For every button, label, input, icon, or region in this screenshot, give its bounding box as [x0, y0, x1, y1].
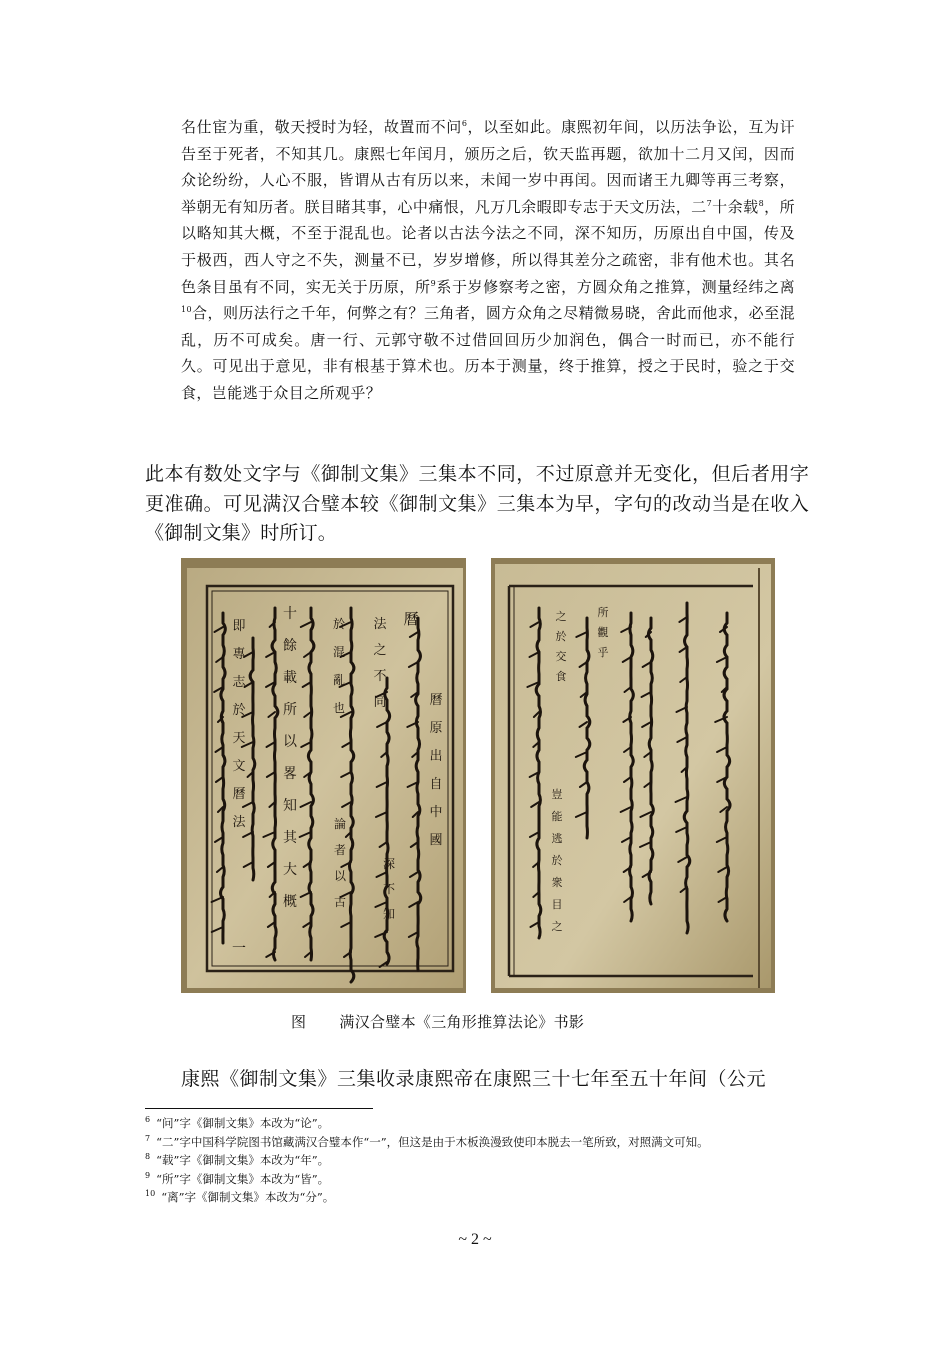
- han-character: 曆: [232, 787, 246, 802]
- figure-caption: [291, 1011, 584, 1032]
- han-character: 混: [332, 645, 346, 659]
- footnote: $^9$ “所”字《御制文集》本改为“皆”。: [145, 1170, 330, 1186]
- han-character: 餘: [283, 638, 297, 654]
- han-character: 中: [429, 805, 443, 820]
- body-paragraph-continued: 康熙《御制文集》三集收录康熙帝在康熙三十七年至五十年间（公元: [181, 1068, 767, 1090]
- han-character: 出: [429, 749, 443, 764]
- han-character: 志: [232, 675, 246, 690]
- quote-text: 十余载: [712, 197, 759, 216]
- han-character: 於: [232, 703, 246, 718]
- han-character: 載: [283, 670, 297, 686]
- manchu-chinese-page-left: [181, 558, 466, 993]
- han-character: 專: [232, 647, 246, 662]
- han-character: 所: [597, 606, 609, 619]
- quote-text: 系于岁修察考之密，方圆众角之推算，测量经纬之离: [436, 277, 795, 296]
- han-character: 大: [283, 862, 297, 878]
- han-character: 一: [232, 941, 246, 957]
- han-character: 所: [283, 702, 297, 718]
- han-character: 法: [232, 815, 246, 830]
- han-character: 知: [382, 907, 396, 921]
- han-character: 乎: [597, 646, 609, 659]
- han-character: 曆: [429, 693, 443, 708]
- han-character: 於: [555, 630, 567, 643]
- book-page-image-left: [181, 558, 466, 993]
- han-character: 逃: [551, 832, 563, 845]
- body-paragraph: 此本有数处文字与《御制文集》三集本不同，不过原意并无变化，但后者用字更准确。可见满汉合璧本较《御制文集》三集本为早，字句的改动当是在收入《御制文集》时所订。: [145, 463, 809, 544]
- han-character: 畧: [283, 766, 297, 782]
- han-character: 於: [551, 854, 563, 867]
- quote-text: 名仕宦为重，敬天授时为轻，故置而不问: [181, 118, 462, 136]
- han-character: 論: [333, 817, 347, 831]
- han-character: 於: [332, 617, 346, 631]
- quote-text: ，以至如此。康熙初年间，以历法争讼，互为讦告至于死者，不知其几。康熙七年闰月，颁历之后，钦天监再题，欲加十二月又闰，因而众论纷纷，人心不服，皆谓从古有历以来，未闻一岁中再闰。因而诸王九卿等再三考察，举朝无有知历者。朕目睹其事，心中痛恨，凡万几余暇即专志于天文历法，二: [181, 118, 795, 216]
- block-quote: [181, 114, 795, 407]
- han-character: 者: [333, 843, 347, 857]
- footnote: $^7$ “二”字中国科学院图书馆藏满汉合璧本作“一”，但这是由于木板涣漫致使印本脱去一笔所致，对照满文可知。: [145, 1133, 709, 1149]
- han-character: 之: [373, 643, 387, 658]
- han-character: 文: [232, 759, 246, 774]
- footnotes: [145, 1114, 810, 1207]
- footnote: $^8$ “载”字《御制文集》本改为“年”。: [145, 1152, 330, 1167]
- han-character: 之: [555, 610, 567, 623]
- footnote-marker: 10: [181, 305, 192, 315]
- han-character: 豈: [551, 788, 563, 801]
- han-character: 十: [283, 606, 297, 622]
- footnote-marker: 8: [758, 198, 765, 208]
- footnote-marker: 6: [461, 119, 468, 128]
- han-character: 食: [555, 670, 567, 683]
- han-character: 同: [373, 695, 387, 710]
- footnote-separator: [145, 1108, 373, 1109]
- han-character: 原: [429, 721, 443, 736]
- han-character: 也: [332, 701, 346, 715]
- quote-text: 合，则历法行之千年，何弊之有？三角者，圆方众角之尽精微易晓，舍此而他求，必至混乱，历不可成矣。唐一行、元郭守敬不过借回回历少加润色，偶合一时而已，亦不能行久。可见出于意见，非有根基于算术也。历本于测量，终于推算，授之于民时，验之于交食，岂能逃于众目之所观乎？: [181, 304, 795, 402]
- footnote: $^6$ “问”字《御制文集》本改为“论”。: [145, 1115, 330, 1130]
- han-character: 即: [232, 619, 246, 634]
- han-character: 天: [232, 731, 246, 746]
- han-character: 不: [373, 669, 387, 684]
- page-number: ~ 2 ~: [458, 1231, 492, 1248]
- han-character: 深: [382, 857, 396, 871]
- footnote-marker: 7: [706, 198, 713, 208]
- footnote-marker: 9: [430, 278, 437, 288]
- manchu-chinese-page-right: [491, 558, 775, 993]
- han-character: 衆: [551, 876, 563, 889]
- han-character: 目: [551, 898, 563, 911]
- han-character: 古: [333, 895, 347, 909]
- han-character: 法: [373, 617, 387, 632]
- han-character: 交: [555, 650, 567, 663]
- han-character: 國: [429, 833, 443, 848]
- han-character: 之: [551, 920, 563, 933]
- figure-caption-text: 满汉合璧本《三角形推算法论》书影: [339, 1013, 585, 1031]
- han-character: 概: [283, 894, 297, 910]
- han-character: 以: [333, 869, 347, 883]
- quote-text: ，所以略知其大概，不至于混乱也。论者以古法今法之不同，深不知历，历原出自中国，传及于极西，西人守之不失，测量不已，岁岁增修，所以得其差分之疏密，非有他术也。其名色条目虽有不同，实无关于历原，所: [181, 197, 795, 296]
- figure-label: 图: [291, 1013, 307, 1031]
- han-character: 以: [283, 734, 297, 750]
- han-character: 亂: [332, 673, 346, 687]
- han-character: 自: [429, 777, 443, 792]
- han-character: 觀: [597, 626, 609, 639]
- han-character: 不: [382, 882, 396, 896]
- footnote: $^{10}$ “离”字《御制文集》本改为“分”。: [145, 1189, 335, 1204]
- han-character: 其: [283, 830, 297, 846]
- book-page-image-right: [491, 558, 775, 993]
- han-character: 曆: [403, 610, 419, 628]
- han-character: 知: [283, 798, 297, 814]
- han-character: 能: [551, 810, 563, 823]
